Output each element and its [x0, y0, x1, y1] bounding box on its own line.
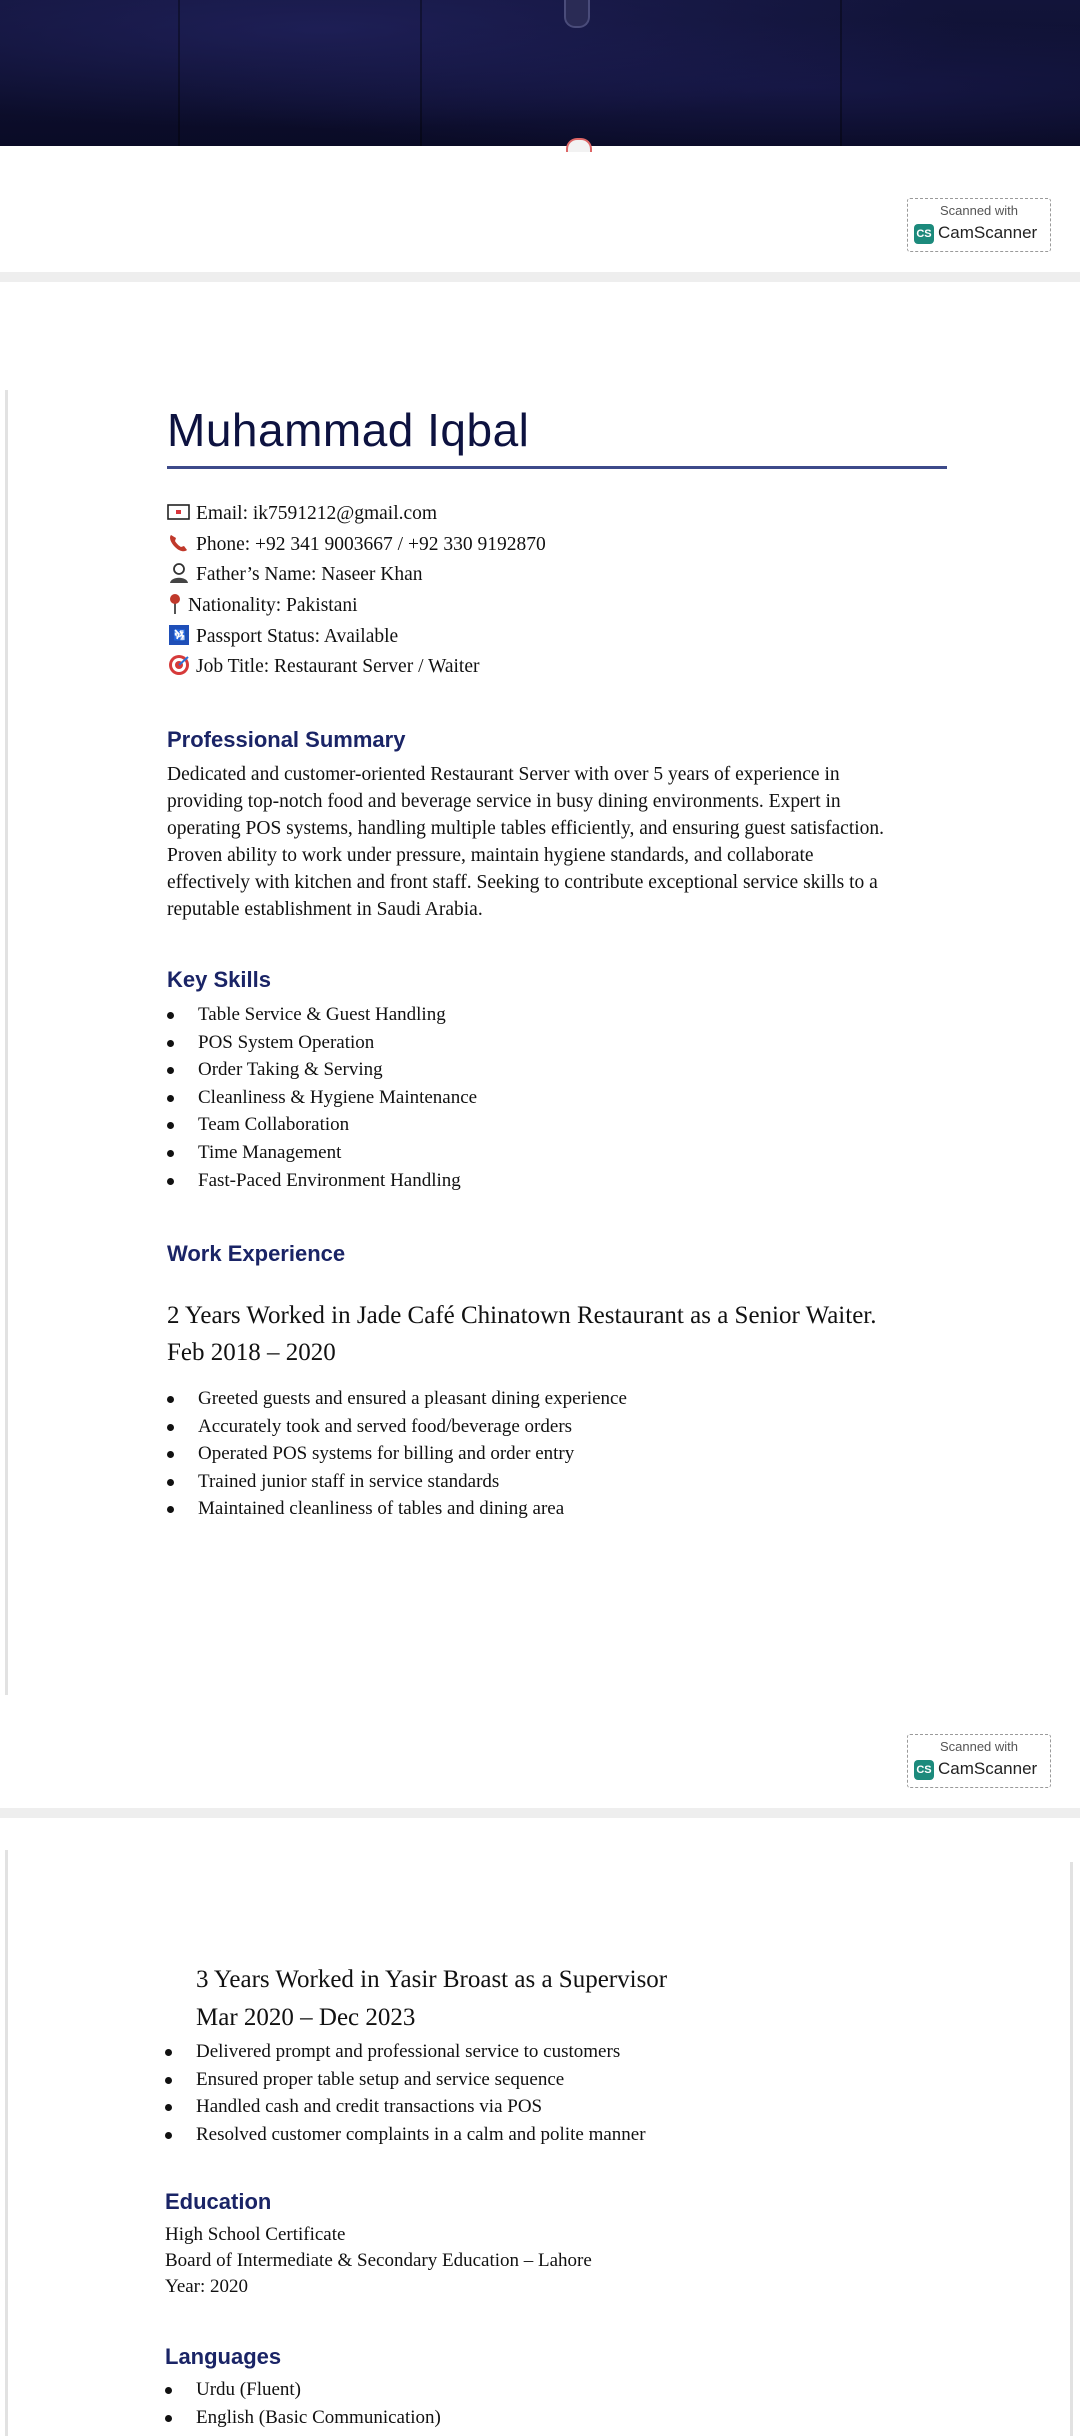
summary-line: Proven ability to work under pressure, maintain hygiene standards, and collaborate	[167, 845, 814, 866]
camscanner-caption: Scanned with	[939, 1739, 1019, 1754]
languages-heading: Languages	[165, 2344, 282, 2369]
camscanner-badge	[907, 1734, 1051, 1788]
job-dates: Feb 2018 – 2020	[167, 1339, 336, 1366]
summary-line: reputable establishment in Saudi Arabia.	[167, 899, 483, 920]
phone-icon	[167, 532, 191, 554]
pin-icon	[167, 593, 183, 615]
education-details	[165, 2222, 592, 2300]
list-item: Resolved customer complaints in a calm and polite manner	[165, 2121, 646, 2149]
list-item: Order Taking & Serving	[167, 1056, 477, 1084]
experience-heading: Work Experience	[167, 1241, 346, 1266]
profile-photo-fragment	[0, 0, 1080, 146]
job-title: 2 Years Worked in Jade Café Chinatown Restaurant as a Senior Waiter.	[167, 1302, 877, 1329]
summary-paragraph	[167, 761, 1067, 923]
contact-nationality-text: Nationality: Pakistani	[188, 595, 358, 616]
camscanner-badge	[907, 198, 1051, 252]
list-item: Table Service & Guest Handling	[167, 1001, 477, 1029]
camscanner-brand: CamScanner	[938, 223, 1038, 242]
job-duties-list	[165, 2038, 646, 2148]
shirt-button	[564, 0, 590, 28]
skills-list	[167, 1001, 477, 1194]
svg-text:🛂: 🛂	[173, 629, 187, 642]
summary-line: Dedicated and customer-oriented Restaurant Server with over 5 years of experience in	[167, 764, 840, 785]
list-item: Operated POS systems for billing and order entry	[167, 1440, 627, 1468]
shirt-button	[566, 138, 592, 152]
education-line: High School Certificate	[165, 2224, 346, 2245]
education-line: Board of Intermediate & Secondary Education – Lahore	[165, 2250, 592, 2271]
contact-passport-text: Passport Status: Available	[196, 626, 399, 647]
photo-fold-line	[420, 0, 422, 146]
target-icon	[167, 654, 191, 676]
photo-fold-line	[840, 0, 842, 146]
skills-heading: Key Skills	[167, 967, 271, 992]
list-item: Time Management	[167, 1139, 477, 1167]
education-heading: Education	[165, 2189, 272, 2214]
list-item: Urdu (Fluent)	[165, 2376, 441, 2404]
name-underline	[167, 466, 947, 469]
job-duties-list	[167, 1385, 627, 1523]
summary-heading: Professional Summary	[167, 727, 406, 752]
camscanner-logo-icon: CS	[914, 1760, 934, 1780]
list-item: English (Basic Communication)	[165, 2404, 441, 2432]
camscanner-brand: CamScanner	[938, 1759, 1038, 1778]
contact-father	[167, 562, 423, 586]
list-item: Cleanliness & Hygiene Maintenance	[167, 1084, 477, 1112]
page-edge	[1070, 1862, 1073, 2436]
languages-list	[165, 2376, 441, 2431]
passport-icon	[167, 624, 191, 646]
list-item: Trained junior staff in service standards	[167, 1468, 627, 1496]
list-item: Fast-Paced Environment Handling	[167, 1167, 477, 1195]
contact-job-title	[167, 654, 480, 678]
candidate-name: Muhammad Iqbal	[167, 404, 530, 456]
email-icon	[167, 501, 191, 523]
list-item: Accurately took and served food/beverage orders	[167, 1413, 627, 1441]
contact-email-text: Email: ik7591212@gmail.com	[196, 503, 438, 524]
contact-phone-text: Phone: +92 341 9003667 / +92 330 9192870	[196, 534, 546, 555]
summary-line: operating POS systems, handling multiple tables efficiently, and ensuring guest satisfaction.	[167, 818, 885, 839]
contact-email	[167, 501, 437, 525]
education-line: Year: 2020	[165, 2276, 249, 2297]
page-separator	[0, 1808, 1080, 1818]
contact-nationality	[167, 593, 358, 617]
contact-phone	[167, 532, 546, 556]
photo-fold-line	[178, 0, 180, 146]
list-item: Handled cash and credit transactions via POS	[165, 2093, 646, 2121]
job-title: 3 Years Worked in Yasir Broast as a Supervisor	[196, 1966, 668, 1993]
contact-job-title-text: Job Title: Restaurant Server / Waiter	[196, 656, 480, 677]
job-dates: Mar 2020 – Dec 2023	[196, 2004, 416, 2031]
camscanner-caption: Scanned with	[939, 203, 1019, 218]
contact-father-text: Father’s Name: Naseer Khan	[196, 564, 423, 585]
list-item: Delivered prompt and professional service to customers	[165, 2038, 646, 2066]
camscanner-logo-icon: CS	[914, 224, 934, 244]
contact-passport	[167, 624, 398, 648]
list-item: Greeted guests and ensured a pleasant dining experience	[167, 1385, 627, 1413]
summary-line: providing top-notch food and beverage service in busy dining environments. Expert in	[167, 791, 841, 812]
list-item: POS System Operation	[167, 1029, 477, 1057]
list-item: Maintained cleanliness of tables and dining area	[167, 1495, 627, 1523]
list-item: Team Collaboration	[167, 1111, 477, 1139]
list-item: Ensured proper table setup and service sequence	[165, 2066, 646, 2094]
page-edge	[5, 390, 8, 1695]
summary-line: effectively with kitchen and front staff. Seeking to contribute exceptional service skills to a	[167, 872, 878, 893]
page-edge	[5, 1850, 8, 2436]
page-separator	[0, 272, 1080, 282]
person-icon	[167, 562, 191, 584]
